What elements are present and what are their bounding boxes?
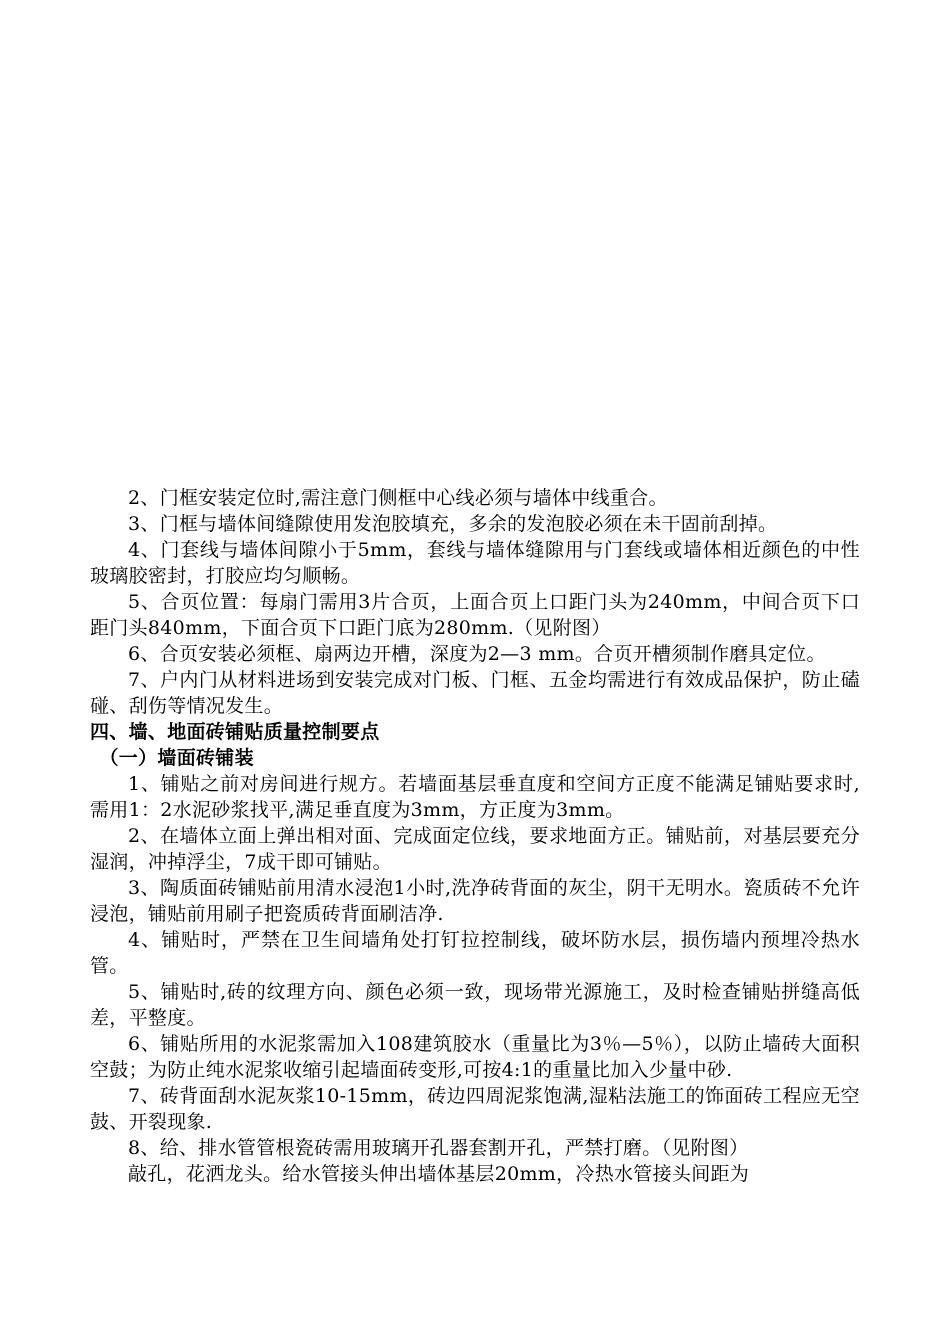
subheading-wall-tiles: （一）墙面砖铺装: [99, 747, 254, 769]
door-item-2: 2、门框安装定位时,需注意门侧框中心线必须与墙体中线重合。: [128, 487, 668, 509]
tile-item-7: 7、砖背面刮水泥灰浆10-15mm，砖边四周泥浆饱满,湿粘法施工的饰面砖工程应无空鼓、开裂现象.: [90, 1085, 860, 1133]
section-heading-tiles: 四、墙、地面砖铺贴质量控制要点: [90, 721, 380, 743]
document-page: [90, 485, 860, 1187]
tile-item-continuation: 敲孔，花洒龙头。给水管接头伸出墙体基层20mm，冷热水管接头间距为: [128, 1163, 750, 1185]
tile-item-8: 8、给、排水管管根瓷砖需用玻璃开孔器套割开孔，严禁打磨。（见附图）: [128, 1137, 749, 1159]
tile-item-2: 2、在墙体立面上弹出相对面、完成面定位线，要求地面方正。铺贴前，对基层要充分湿润，冲掉浮尘，7成干即可铺贴。: [90, 825, 860, 873]
door-item-6: 6、合页安装必须框、扇两边开槽，深度为2—3 mm。合页开槽须制作磨具定位。: [128, 643, 826, 665]
tile-item-5: 5、铺贴时,砖的纹理方向、颜色必须一致，现场带光源施工，及时检查铺贴拼缝高低差，平整度。: [90, 981, 860, 1029]
tile-item-4: 4、铺贴时，严禁在卫生间墙角处打钉拉控制线，破坏防水层，损伤墙内预埋冷热水管。: [90, 929, 860, 977]
door-item-7: 7、户内门从材料进场到安装完成对门板、门框、五金均需进行有效成品保护，防止磕碰、刮伤等情况发生。: [90, 669, 860, 717]
tile-item-3: 3、陶质面砖铺贴前用清水浸泡1小时,洗净砖背面的灰尘，阴干无明水。瓷质砖不允许浸泡，铺贴前用刷子把瓷质砖背面刷洁净.: [90, 877, 860, 925]
tile-item-6: 6、铺贴所用的水泥浆需加入108建筑胶水（重量比为3％—5％），以防止墙砖大面积空鼓；为防止纯水泥浆收缩引起墙面砖变形,可按4:1的重量比加入少量中砂.: [90, 1033, 860, 1081]
door-item-4: 4、门套线与墙体间隙小于5mm，套线与墙体缝隙用与门套线或墙体相近颜色的中性玻璃胶密封，打胶应均匀顺畅。: [90, 539, 860, 587]
door-item-3: 3、门框与墙体间缝隙使用发泡胶填充，多余的发泡胶必须在未干固前刮掉。: [128, 513, 778, 535]
door-item-5: 5、合页位置：每扇门需用3片合页，上面合页上口距门头为240mm，中间合页下口距门头840mm，下面合页下口距门底为280mm.（见附图）: [90, 591, 860, 639]
tile-item-1: 1、铺贴之前对房间进行规方。若墙面基层垂直度和空间方正度不能满足铺贴要求时,需用1：2水泥砂浆找平,满足垂直度为3mm，方正度为3mm。: [90, 773, 860, 821]
